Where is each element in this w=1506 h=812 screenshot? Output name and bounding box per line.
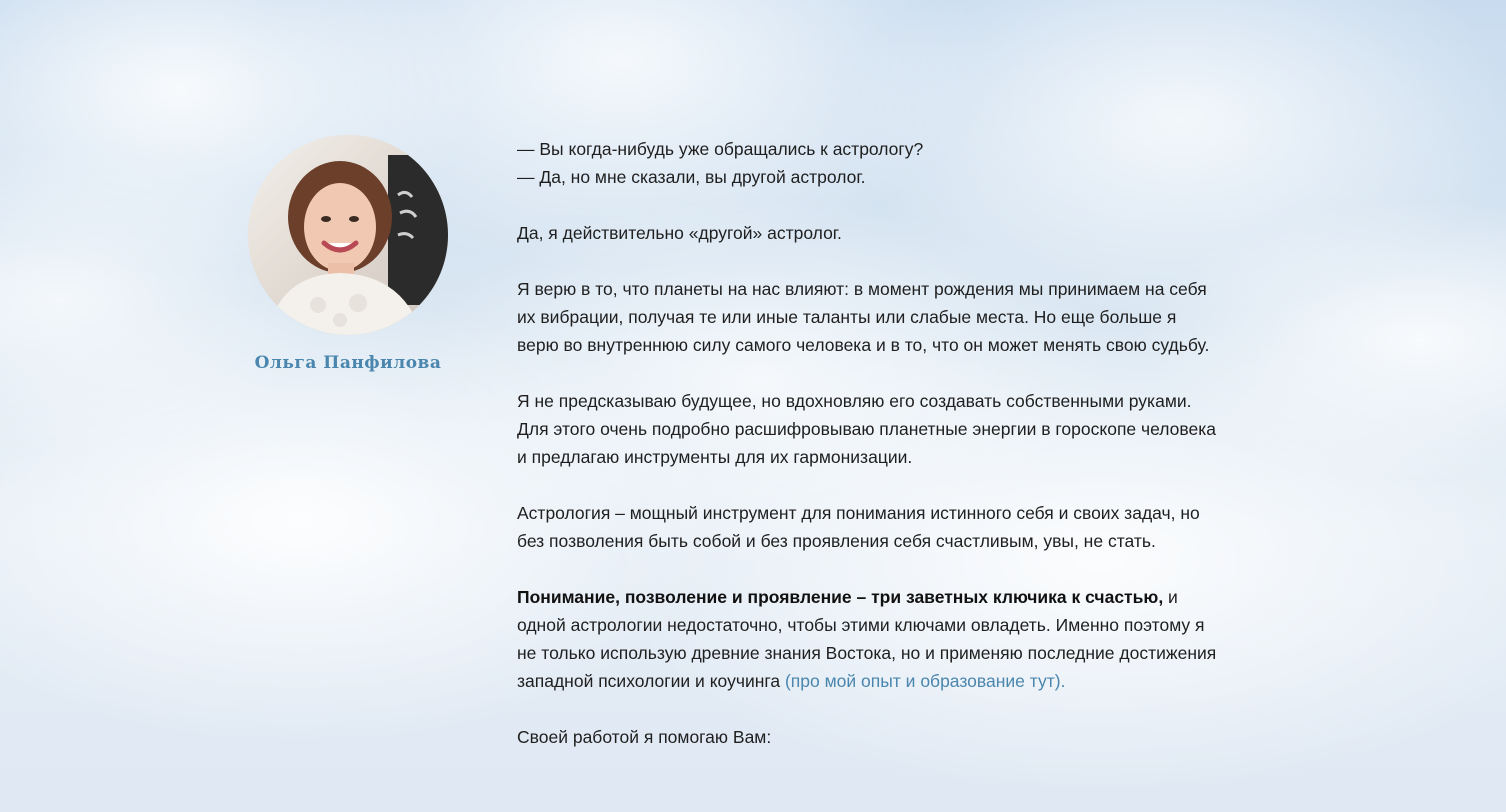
keys-text: и одной астрологии недостаточно, чтобы этими ключами овладеть. Именно поэтому я не только использую древние знания Востока, но и применяю последние достижения западной психологии и коучинга [517, 587, 1217, 691]
dialog-question: — Вы когда-нибудь уже обращались к астрологу? [517, 139, 924, 159]
author-card [248, 135, 448, 373]
paragraph-i-help: Своей работой я помогаю Вам: [517, 727, 772, 747]
paragraph-different-astrologer: Да, я действительно «другой» астролог. [517, 223, 842, 243]
about-text [517, 135, 1217, 779]
paragraph-astrology-tool: Астрология – мощный инструмент для понимания истинного себя и своих задач, но без позволения быть собой и без проявления себя счастливым, увы, не стать. [517, 503, 1200, 551]
paragraph-future: Я не предсказываю будущее, но вдохновляю его создавать собственными руками. Для этого очень подробно расшифровываю планетные энергии в гороскопе человека и предлагаю инструменты для их гармонизации. [517, 391, 1217, 467]
experience-link[interactable]: (про мой опыт и образование тут). [784, 671, 1066, 691]
dialog-answer: — Да, но мне сказали, вы другой астролог. [517, 167, 866, 187]
author-avatar [248, 135, 448, 335]
author-name: Ольга Панфилова [254, 353, 442, 373]
portrait-photo-icon [248, 135, 448, 335]
paragraph-planets: Я верю в то, что планеты на нас влияют: в момент рождения мы принимаем на себя их вибрации, получая те или иные таланты или слабые места. Но еще больше я верю во внутреннюю силу самого человека и в то, что он может менять свою судьбу. [517, 279, 1210, 355]
keys-bold-text: Понимание, позволение и проявление – три заветных ключика к счастью, [517, 587, 1164, 607]
paragraph-keys [517, 583, 1217, 695]
dialog-block [517, 135, 1217, 191]
